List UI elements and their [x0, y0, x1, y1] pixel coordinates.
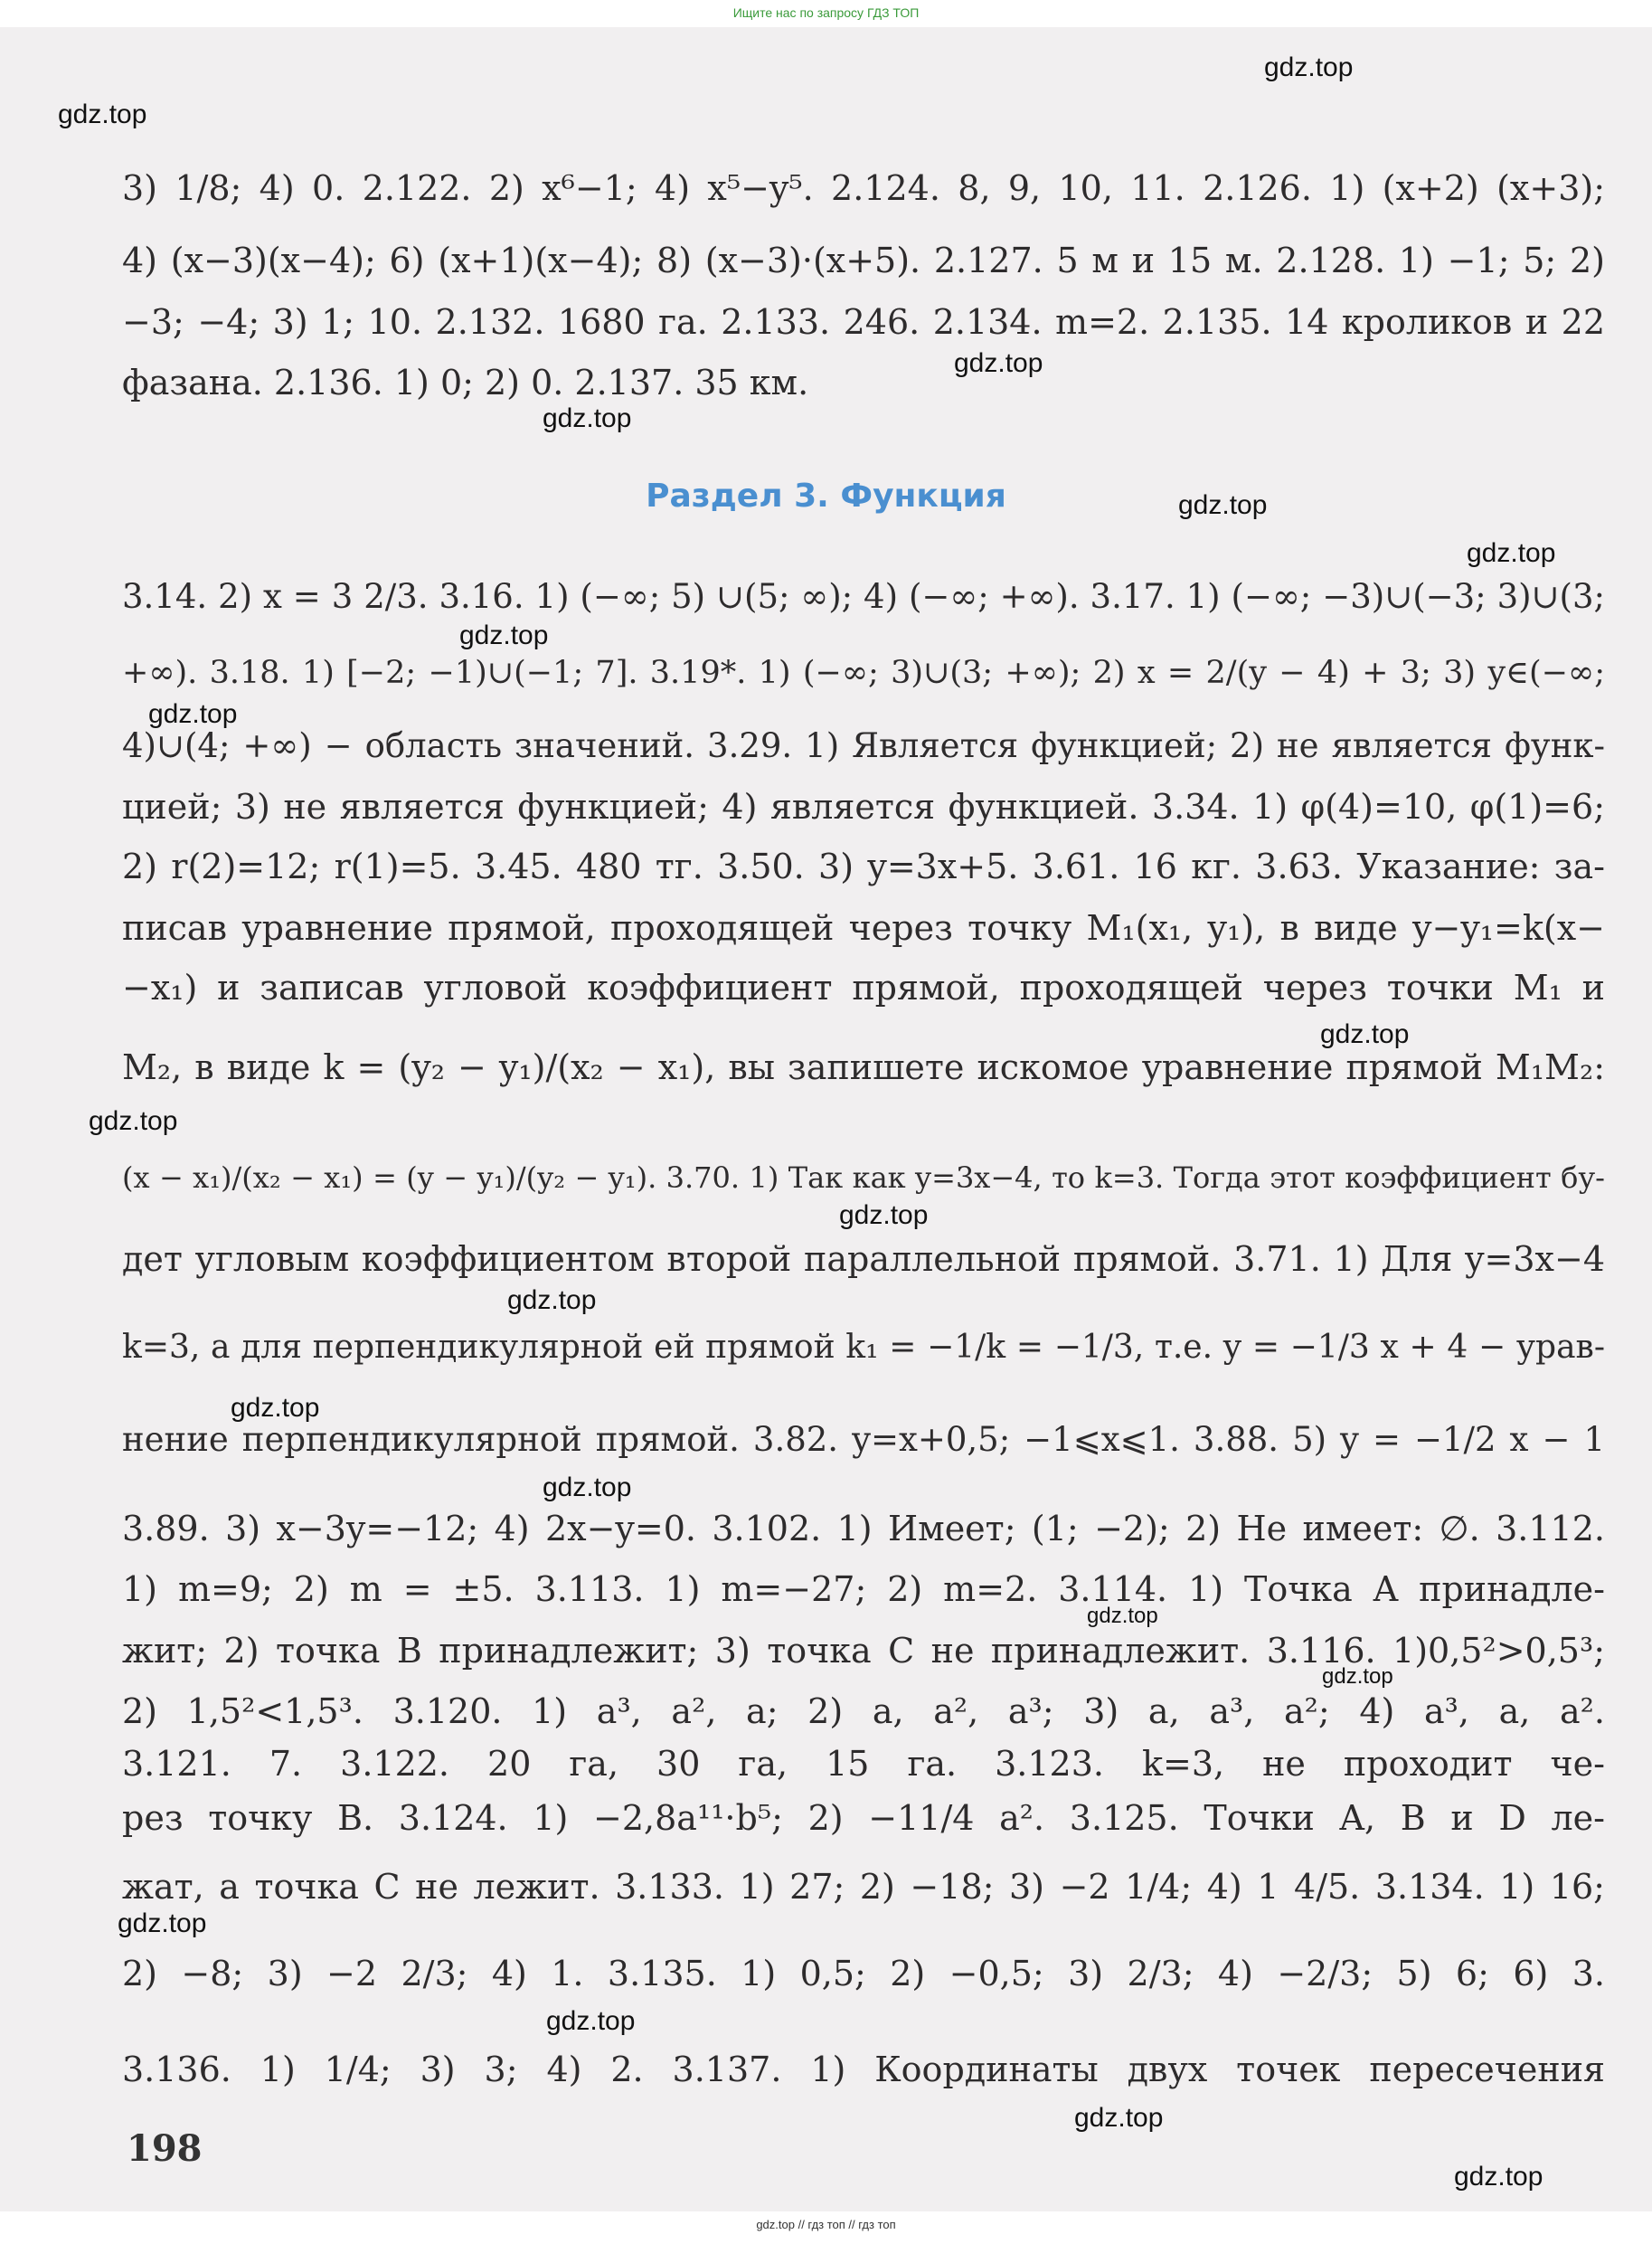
answer-line-19: жит; 2) точка B принадлежит; 3) точка C не принадлежит. 3.116. 1)0,5²>0,5³; [122, 1631, 1605, 1671]
watermark: gdz.top [1087, 1604, 1158, 1628]
answer-line-8: цией; 3) не является функцией; 4) является функцией. 3.34. 1) φ(4)=10, φ(1)=6; [122, 787, 1605, 827]
watermark: gdz.top [118, 1908, 207, 1938]
answer-line-14: дет угловым коэффициентом второй параллельной прямой. 3.71. 1) Для y=3x−4 [122, 1239, 1605, 1279]
watermark: gdz.top [231, 1393, 320, 1423]
watermark: gdz.top [1322, 1664, 1393, 1689]
watermark: gdz.top [58, 99, 147, 129]
bottom-banner[interactable]: gdz.top // гдз топ // гдз топ [756, 2218, 896, 2231]
answer-line-6: +∞). 3.18. 1) [−2; −1)∪(−1; 7]. 3.19*. 1) (−∞; 3)∪(3; +∞); 2) x = 2/(y − 4) + 3; 3) y∈(−∞; [122, 655, 1605, 691]
answer-line-2: 4) (x−3)(x−4); 6) (x+1)(x−4); 8) (x−3)·(x+5). 2.127. 5 м и 15 м. 2.128. 1) −1; 5; 2) [122, 241, 1605, 280]
answer-line-10: писав уравнение прямой, проходящей через точку M₁(x₁, y₁), в виде y−y₁=k(x− [122, 908, 1605, 948]
answer-line-16: нение перпендикулярной прямой. 3.82. y=x+0,5; −1⩽x⩽1. 3.88. 5) y = −1/2 x − 1 [122, 1420, 1605, 1459]
answer-line-9: 2) r(2)=12; r(1)=5. 3.45. 480 тг. 3.50. 3) y=3x+5. 3.61. 16 кг. 3.63. Указание: за- [122, 847, 1605, 886]
answer-line-25: 3.136. 1) 1/4; 3) 3; 4) 2. 3.137. 1) Координаты двух точек пересечения [122, 2050, 1605, 2089]
answer-line-15: k=3, а для перпендикулярной ей прямой k₁ = −1/k = −1/3, т.е. y = −1/3 x + 4 − урав- [122, 1329, 1605, 1366]
answer-line-11: −x₁) и записав угловой коэффициент прямой, проходящей через точки M₁ и [122, 968, 1605, 1008]
watermark: gdz.top [543, 403, 632, 433]
top-banner[interactable]: Ищите нас по запросу ГДЗ ТОП [732, 5, 920, 20]
watermark: gdz.top [954, 348, 1043, 378]
watermark: gdz.top [546, 2006, 636, 2036]
answer-line-17: 3.89. 3) x−3y=−12; 4) 2x−y=0. 3.102. 1) Имеет; (1; −2); 2) Не имеет: ∅. 3.112. [122, 1509, 1605, 1548]
watermark: gdz.top [459, 620, 549, 650]
answer-line-5: 3.14. 2) x = 3 2/3. 3.16. 1) (−∞; 5) ∪(5; ∞); 4) (−∞; +∞). 3.17. 1) (−∞; −3)∪(−3; 3)∪(3; [122, 577, 1605, 616]
watermark: gdz.top [1467, 538, 1556, 568]
watermark: gdz.top [148, 699, 238, 729]
watermark: gdz.top [839, 1200, 929, 1230]
answer-line-22: рез точку B. 3.124. 1) −2,8a¹¹·b⁵; 2) −11/4 a². 3.125. Точки A, B и D ле- [122, 1798, 1605, 1838]
watermark: gdz.top [1264, 52, 1354, 82]
section-title: Раздел 3. Функция [646, 478, 1006, 515]
watermark: gdz.top [507, 1285, 597, 1315]
watermark: gdz.top [89, 1106, 178, 1136]
page-number: 198 [127, 2127, 203, 2170]
answer-line-7: 4)∪(4; +∞) − область значений. 3.29. 1) Является функцией; 2) не является функ- [122, 726, 1605, 765]
watermark: gdz.top [1320, 1019, 1410, 1049]
answer-line-4: фазана. 2.136. 1) 0; 2) 0. 2.137. 35 км. [122, 363, 809, 402]
watermark: gdz.top [543, 1472, 632, 1502]
answer-line-23: жат, а точка C не лежит. 3.133. 1) 27; 2) −18; 3) −2 1/4; 4) 1 4/5. 3.134. 1) 16; [122, 1867, 1605, 1907]
answer-line-12: M₂, в виде k = (y₂ − y₁)/(x₂ − x₁), вы запишете искомое уравнение прямой M₁M₂: [122, 1047, 1605, 1087]
answer-line-3: −3; −4; 3) 1; 10. 2.132. 1680 га. 2.133. 246. 2.134. m=2. 2.135. 14 кроликов и 22 [122, 302, 1605, 342]
answer-line-24: 2) −8; 3) −2 2/3; 4) 1. 3.135. 1) 0,5; 2) −0,5; 3) 2/3; 4) −2/3; 5) 6; 6) 3. [122, 1954, 1605, 1993]
watermark: gdz.top [1074, 2103, 1164, 2133]
answer-line-18: 1) m=9; 2) m = ±5. 3.113. 1) m=−27; 2) m=2. 3.114. 1) Точка A принадле- [122, 1569, 1605, 1609]
answer-line-21: 3.121. 7. 3.122. 20 га, 30 га, 15 га. 3.123. k=3, не проходит че- [122, 1744, 1605, 1784]
answer-line-20: 2) 1,5²<1,5³. 3.120. 1) a³, a², a; 2) a, a², a³; 3) a, a³, a²; 4) a³, a, a². [122, 1691, 1605, 1731]
watermark: gdz.top [1178, 490, 1268, 520]
watermark: gdz.top [1454, 2162, 1543, 2192]
answer-line-13: (x − x₁)/(x₂ − x₁) = (y − y₁)/(y₂ − y₁). 3.70. 1) Так как y=3x−4, то k=3. Тогда этот коэффициент бу- [122, 1160, 1605, 1195]
answer-line-1: 3) 1/8; 4) 0. 2.122. 2) x⁶−1; 4) x⁵−y⁵. 2.124. 8, 9, 10, 11. 2.126. 1) (x+2) (x+3); [122, 168, 1605, 208]
